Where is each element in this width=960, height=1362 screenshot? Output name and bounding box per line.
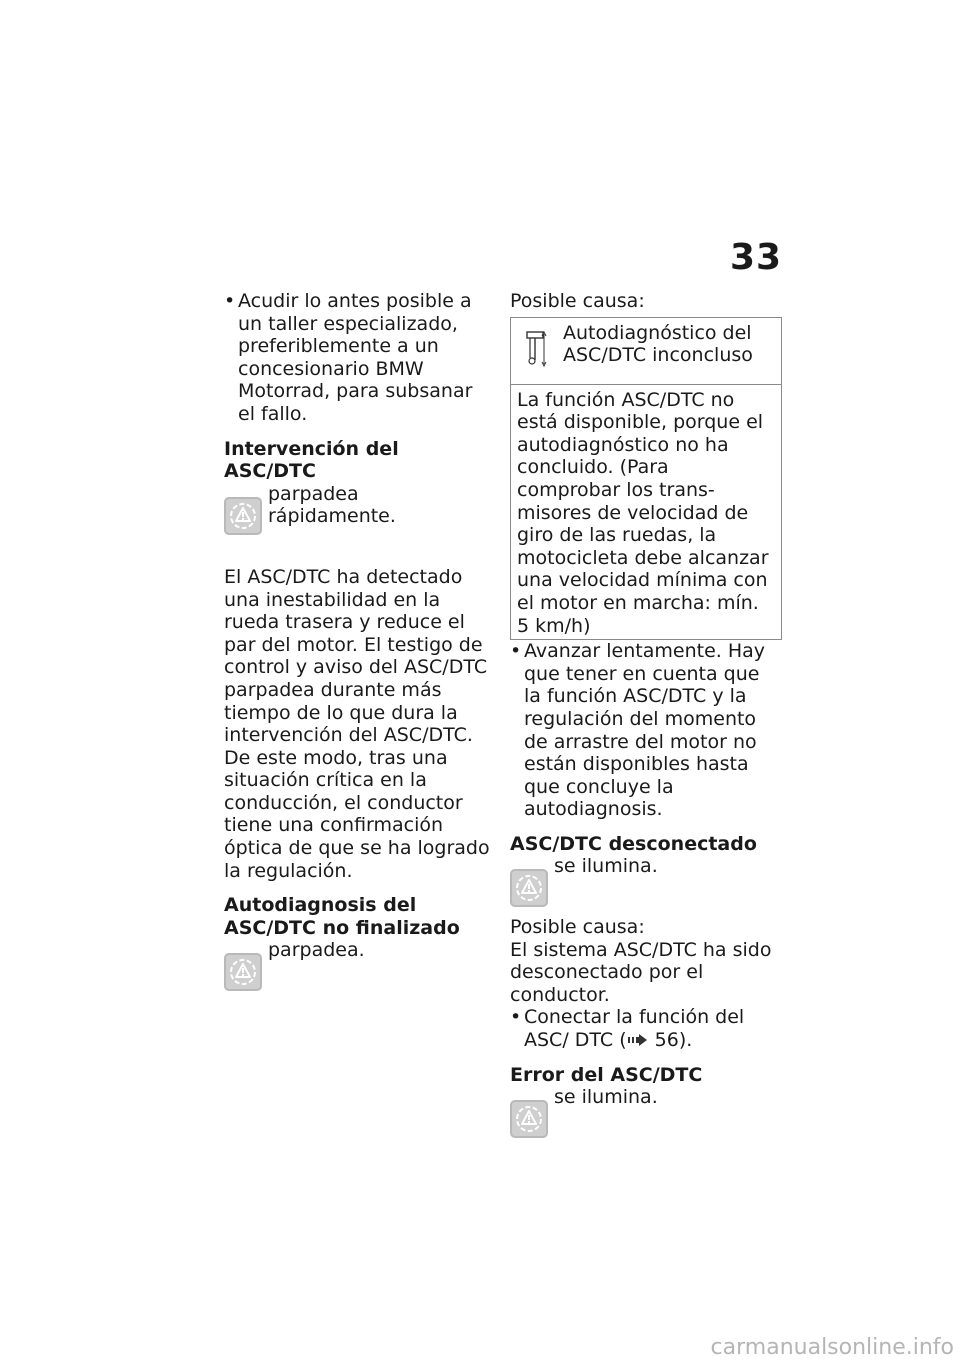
- asc-dtc-warning-icon: [224, 497, 262, 535]
- watermark-text: carmanualsonline.info: [710, 1335, 954, 1360]
- icon-text-flashes: parpadea.: [268, 939, 365, 962]
- icon-text-lights-up-error: se ilumina.: [554, 1086, 658, 1109]
- asc-dtc-warning-icon: [510, 1100, 548, 1138]
- asc-dtc-warning-icon: [510, 869, 548, 907]
- bullet-contact-workshop: • Acudir lo antes posible a un taller especializado, preferiblemente a un concesionario BMW Motorrad, para subsanar el fallo.: [224, 290, 492, 426]
- page-reference-link[interactable]: 56).: [654, 1029, 693, 1052]
- paragraph-intervention: El ASC/DTC ha detectado una inestabilidad en la rueda trasera y reduce el par del motor. El testigo de control y aviso del ASC/DTC parpadea durante más tiempo de lo que dura la intervención del ASC/DTC. De este modo, tras una situación crítica en la conducción, el conductor tiene una confirmación óptica de que se ha logrado la regulación.: [224, 565, 490, 882]
- paragraph-disabled: El sistema ASC/DTC ha sido desconectado por el conductor.: [510, 938, 772, 1006]
- page-reference-arrow-icon[interactable]: [627, 1033, 649, 1047]
- bullet-enable-asc-dtc: [510, 1006, 782, 1051]
- diagnosis-info-box: [510, 317, 782, 641]
- left-column: [224, 290, 492, 983]
- possible-cause-label: Posible causa:: [510, 290, 645, 312]
- bullet-drive-slowly: • Avanzar lentamente. Hay que tener en cuenta que la función ASC/DTC y la regulación del momento de arrastre del motor no están disponibles hasta que concluye la autodiagnosis.: [510, 640, 782, 821]
- icon-row-disabled: [510, 855, 782, 904]
- icon-row-intervention: [224, 483, 492, 554]
- diagnosis-box-body: La función ASC/DTC no está disponible, porque el autodiagnóstico no ha concluido. (Para comprobar los transmisores de velocidad de giro de las ruedas, la motocicleta debe alcanzar una velocidad mínima con el motor en marcha: mín. 5 km/h): [517, 388, 769, 637]
- footer: [0, 1334, 960, 1362]
- heading-asc-dtc-disabled: ASC/DTC desconectado: [510, 832, 757, 855]
- heading-self-diagnosis: Autodiagnosis del ASC/DTC no finalizado: [224, 894, 460, 939]
- bullet-enable-prefix: Conectar la función del ASC/ DTC (: [524, 1006, 745, 1052]
- page-number: 33: [730, 237, 783, 278]
- heading-asc-dtc-error: Error del ASC/DTC: [510, 1063, 703, 1086]
- heading-asc-dtc-intervention: Intervención del ASC/DTC: [224, 437, 399, 483]
- icon-row-error: [510, 1086, 782, 1130]
- diagnosis-box-title: Autodiagnóstico del ASC/DTC inconcluso: [563, 321, 753, 367]
- right-column: [510, 290, 782, 1130]
- asc-dtc-warning-icon: [224, 953, 262, 991]
- diagnosis-box-header: [511, 318, 781, 385]
- icon-row-self-diagnosis: [224, 939, 492, 983]
- possible-cause-label-2: Posible causa:: [510, 916, 645, 939]
- icon-text-lights-up: se ilumina.: [554, 855, 658, 878]
- diagnostic-tool-icon: [525, 328, 547, 368]
- icon-text-flashes-fast: parpadea rápidamente.: [268, 482, 396, 528]
